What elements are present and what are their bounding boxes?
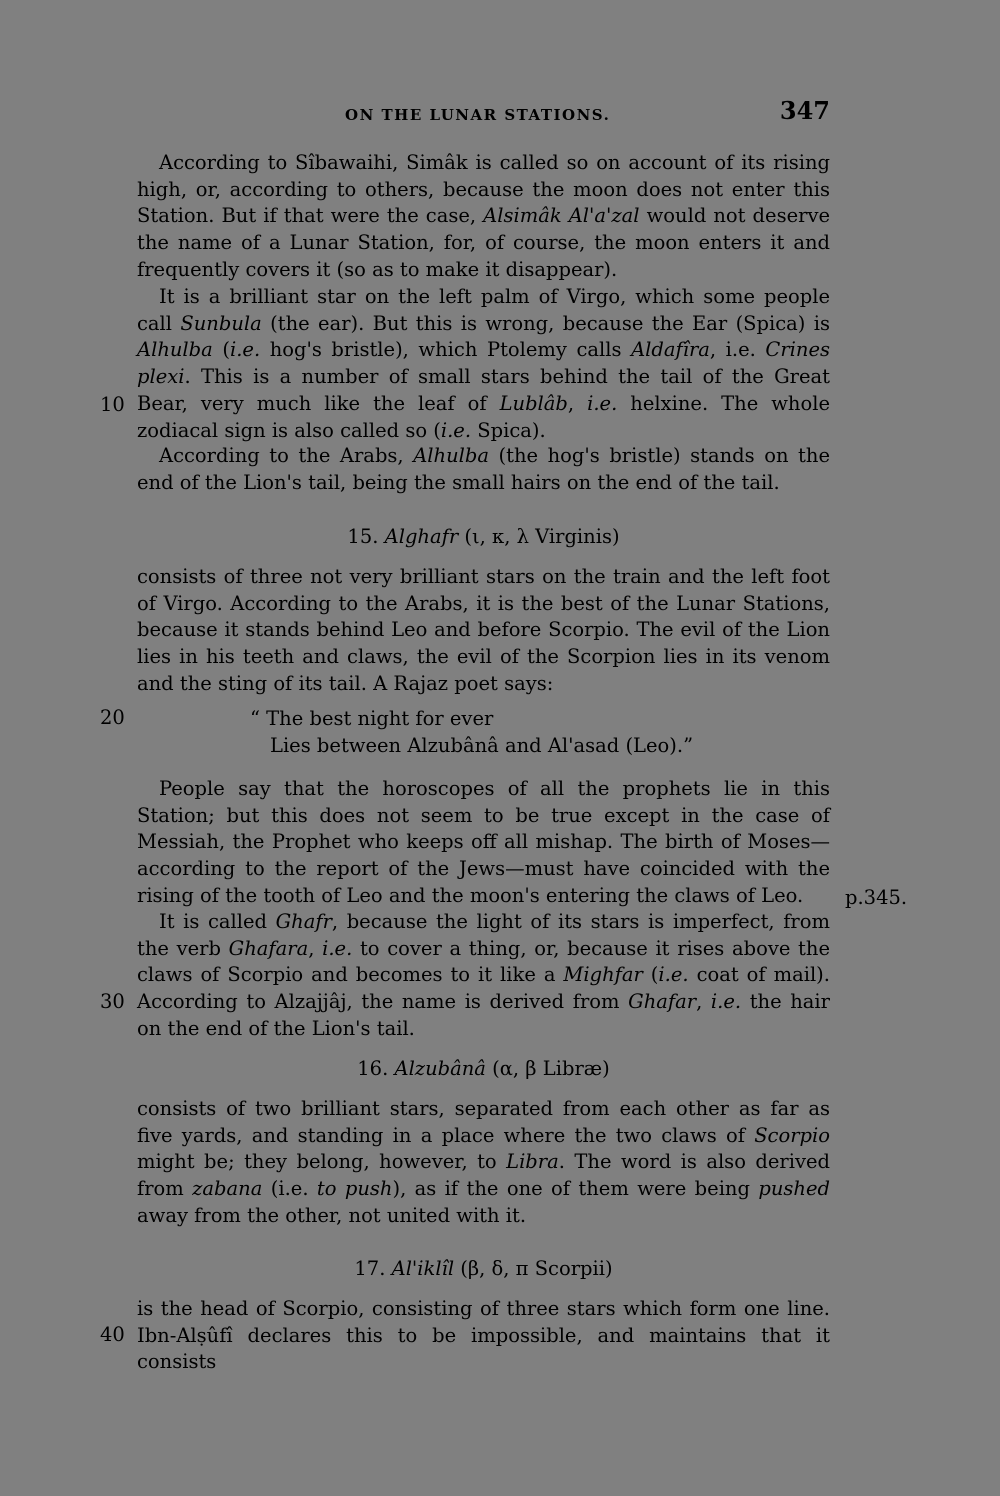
heading-alghafr: 15. Alghafr (ι, κ, λ Virginis) (347, 525, 620, 548)
paragraph-aliklil: is the head of Scorpio, consisting of three stars which form one line. Ibn-Alṣûfî declares this to be impossible, and maintains that it consists (137, 1297, 830, 1374)
verse-line-2: Lies between Alzubânâ and Al'asad (Leo).” (270, 733, 694, 757)
line-number-20: 20 (100, 706, 125, 729)
paragraph-alhulba: According to the Arabs, Alhulba (the hog's bristle) stands on the end of the Lion's tail, being the small hairs on the end of the tail. (137, 444, 830, 494)
heading-aliklil: 17. Al'iklîl (β, δ, π Scorpii) (354, 1257, 613, 1280)
line-number-30: 30 (100, 990, 125, 1013)
verse-line-1: “ The best night for ever (250, 707, 494, 730)
paragraph-spica: It is a brilliant star on the left palm of Virgo, which some people call Sunbula (the ear). But this is wrong, because the Ear (Spica) is Alhulba (i.e. hog's bristle), which Ptolemy calls Aldafîra, i.e. Crines plexi. This is a number of small stars behind the tail of the Great Bear, very much like the leaf of Lublâb, i.e. helxine. The whole zodiacal sign is also called so (i.e. Spica). (137, 285, 831, 442)
paragraph-alzubana: consists of two brilliant stars, separated from each other as far as five yards, and standing in a place where the two claws of Scorpio might be; they belong, however, to Libra. The word is also derived from zabana (i.e. to push), as if the one of them were being pushed away from the other, not united with it. (137, 1097, 830, 1227)
page-header (137, 96, 830, 128)
paragraph-simak: According to Sîbawaihi, Simâk is called so on account of its rising high, or, according to others, because the moon does not enter this Station. But if that were the case, Alsimâk Al'a'zal would not deserve the name of a Lunar Station, for, of course, the moon enters it and frequently covers it (so as to make it disappear). (137, 151, 831, 281)
running-head: ON THE LUNAR STATIONS. (345, 106, 611, 124)
page-number: 347 (779, 96, 830, 125)
line-number-40: 40 (100, 1323, 125, 1346)
verse-quote (250, 706, 693, 759)
paragraph-ghafr-name: It is called Ghafr, because the light of its stars is imperfect, from the verb Ghafara, i.e. to cover a thing, or, because it rises above the claws of Scorpio and becomes to it like a Mighfar (i.e. coat of mail). According to Alzajjâj, the name is derived from Ghafar, i.e. the hair on the end of the Lion's tail. (137, 910, 830, 1040)
paragraph-alghafr: consists of three not very brilliant stars on the train and the left foot of Virgo. According to the Arabs, it is the best of the Lunar Stations, because it stands behind Leo and before Scorpio. The evil of the Lion lies in his teeth and claws, the evil of the Scorpion lies in its venom and the sting of its tail. A Rajaz poet says: (137, 565, 830, 695)
heading-alzubana: 16. Alzubânâ (α, β Libræ) (357, 1057, 610, 1080)
margin-page-reference: p.345. (845, 886, 908, 909)
line-number-10: 10 (100, 393, 125, 416)
paragraph-horoscopes: People say that the horoscopes of all the prophets lie in this Station; but this does not seem to be true except in the case of Messiah, the Prophet who keeps off all mishap. The birth of Moses—according to the report of the Jews—must have coincided with the rising of the tooth of Leo and the moon's entering the claws of Leo. (137, 777, 830, 907)
